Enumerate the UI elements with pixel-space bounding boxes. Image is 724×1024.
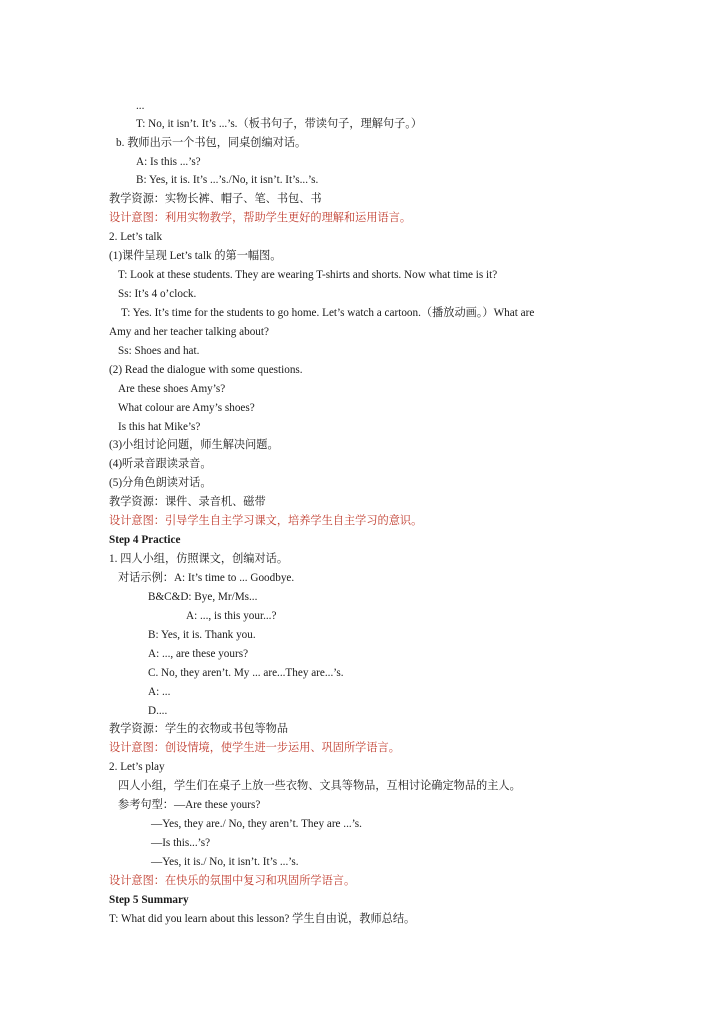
text-line: —Yes, they are./ No, they aren’t. They are ...’s. <box>151 818 362 830</box>
text-line: Ss: It’s 4 o’clock. <box>118 288 197 300</box>
resource-line: 教学资源：课件、录音机、磁带 <box>109 496 266 508</box>
text-line: B&C&D: Bye, Mr/Ms... <box>148 591 258 603</box>
text-line: (1)课件呈现 Let’s talk 的第一幅图。 <box>109 250 282 262</box>
text-line: —Is this...’s? <box>151 837 211 849</box>
text-line: A: ..., is this your...? <box>186 610 277 622</box>
text-line: B: Yes, it is. It’s ...’s./No, it isn’t. It’s...’s. <box>136 174 319 186</box>
text-line: (4)听录音跟读录音。 <box>109 458 212 470</box>
text-line: Ss: Shoes and hat. <box>118 345 200 357</box>
design-intent-line: 设计意图：在快乐的氛围中复习和巩固所学语言。 <box>109 875 356 887</box>
text-line: A: ... <box>148 686 171 698</box>
text-line: 对话示例：A: It’s time to ... Goodbye. <box>118 572 295 584</box>
text-line: T: Look at these students. They are wearing T-shirts and shorts. Now what time is it? <box>118 269 498 281</box>
text-line: Are these shoes Amy’s? <box>118 383 226 395</box>
text-line: What colour are Amy’s shoes? <box>118 402 255 414</box>
text-line: ... <box>136 100 145 112</box>
text-line: Amy and her teacher talking about? <box>109 326 269 338</box>
section-heading: 2. Let’s play <box>109 761 165 773</box>
text-line: T: No, it isn’t. It’s ...’s.（板书句子，带读句子，理解句子。） <box>136 118 423 130</box>
text-line: Is this hat Mike’s? <box>118 421 201 433</box>
text-line: A: ..., are these yours? <box>148 648 249 660</box>
resource-line: 教学资源：实物长裤、帽子、笔、书包、书 <box>109 193 322 205</box>
text-line: (2) Read the dialogue with some questions. <box>109 364 303 376</box>
text-line: (5)分角色朗读对话。 <box>109 477 212 489</box>
text-line: B: Yes, it is. Thank you. <box>148 629 256 641</box>
resource-line: 教学资源：学生的衣物或书包等物品 <box>109 723 289 735</box>
text-line: (3)小组讨论问题，师生解决问题。 <box>109 439 279 451</box>
text-line: T: What did you learn about this lesson? 学生自由说，教师总结。 <box>109 913 416 925</box>
design-intent-line: 设计意图：引导学生自主学习课文，培养学生自主学习的意识。 <box>109 515 423 527</box>
text-line: b. 教师出示一个书包，同桌创编对话。 <box>116 137 307 149</box>
step-heading: Step 5 Summary <box>109 894 189 906</box>
text-line: T: Yes. It’s time for the students to go home. Let’s watch a cartoon.（播放动画。）What are <box>121 307 535 319</box>
text-line: C. No, they aren’t. My ... are...They are...’s. <box>148 667 344 679</box>
text-line: 四人小组，学生们在桌子上放一些衣物、文具等物品，互相讨论确定物品的主人。 <box>118 780 521 792</box>
text-line: 1. 四人小组，仿照课文，创编对话。 <box>109 553 289 565</box>
text-line: —Yes, it is./ No, it isn’t. It’s ...’s. <box>151 856 299 868</box>
design-intent-line: 设计意图：利用实物教学，帮助学生更好的理解和运用语言。 <box>109 212 412 224</box>
design-intent-line: 设计意图：创设情境，使学生进一步运用、巩固所学语言。 <box>109 742 400 754</box>
text-line: D.... <box>148 705 168 717</box>
section-heading: 2. Let’s talk <box>109 231 163 243</box>
text-line: A: Is this ...’s? <box>136 156 201 168</box>
step-heading: Step 4 Practice <box>109 534 181 546</box>
text-line: 参考句型：—Are these yours? <box>118 799 261 811</box>
